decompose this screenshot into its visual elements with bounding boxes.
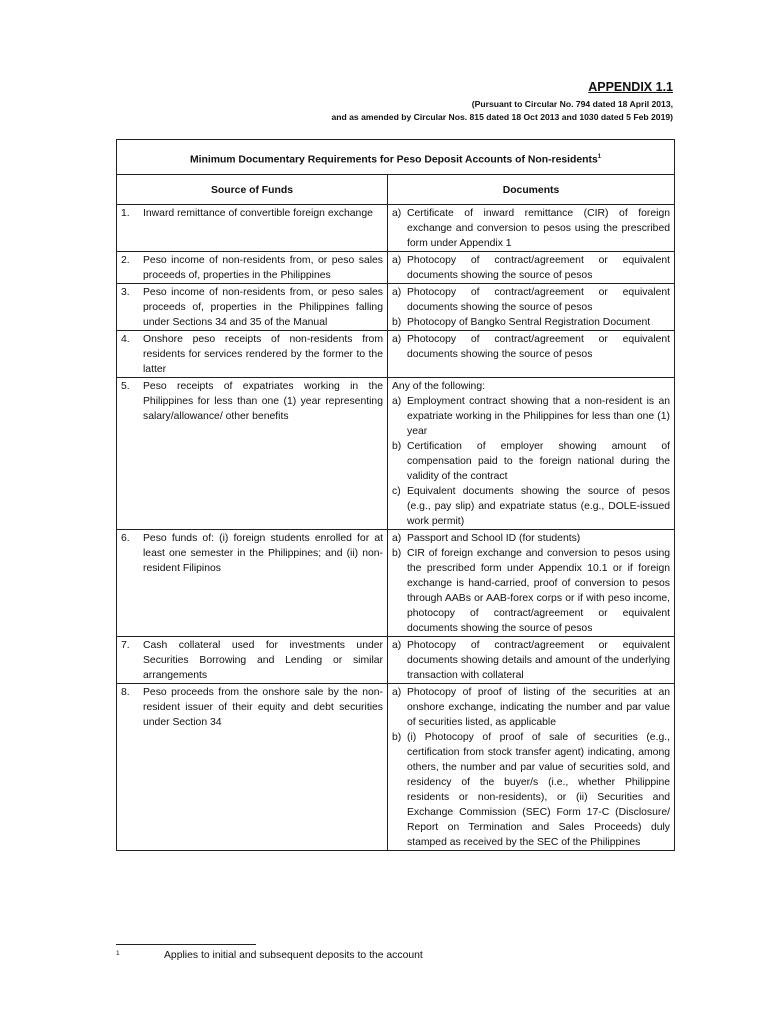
- source-of-funds-text: Peso receipts of expatriates working in the Philippines for less than one (1) year representing salary/allowance/ other benefits: [143, 381, 383, 422]
- documents-cell: [388, 252, 675, 284]
- table-row: [117, 684, 675, 851]
- footnote-mark: 1: [116, 950, 120, 957]
- table-row: [117, 252, 675, 284]
- document-item: [392, 332, 670, 362]
- footnote-reference-mark: 1: [597, 154, 602, 161]
- document-header: [331, 80, 673, 124]
- document-item-text: Photocopy of proof of listing of the securities at an onshore exchange, indicating the number and par value of securities listed, as applicable: [407, 687, 671, 728]
- footnote-divider: [116, 944, 256, 945]
- table-row: [117, 284, 675, 331]
- document-item-label: a): [392, 255, 402, 266]
- documents-cell: [388, 530, 675, 637]
- document-item-text: Equivalent documents showing the source of pesos (e.g., pay slip) and expatriate status (e.g., DOLE-issued work permit): [407, 486, 671, 527]
- table-row: [117, 530, 675, 637]
- source-entry: [121, 531, 383, 576]
- document-item: [392, 253, 670, 283]
- document-item-text: Photocopy of contract/agreement or equivalent documents showing details and amount of the underlying transaction with collateral: [407, 640, 671, 681]
- document-item-label: a): [392, 208, 402, 219]
- document-item: [392, 439, 670, 484]
- source-of-funds-text: Peso proceeds from the onshore sale by the non-resident issuer of their equity and debt securities under Section 34: [143, 687, 383, 728]
- table-caption: [117, 140, 675, 175]
- source-cell: [117, 331, 388, 378]
- documents-cell: [388, 205, 675, 252]
- document-item-label: a): [392, 640, 402, 651]
- source-entry: [121, 253, 383, 283]
- document-item: [392, 394, 670, 439]
- document-item: [392, 638, 670, 683]
- source-cell: [117, 378, 388, 530]
- column-header-documents: Documents: [388, 175, 675, 205]
- document-item-label: a): [392, 687, 402, 698]
- row-number: 3.: [121, 287, 130, 298]
- document-item-text: Passport and School ID (for students): [407, 533, 581, 544]
- document-item-label: b): [392, 548, 402, 559]
- documents-cell: [388, 331, 675, 378]
- row-number: 1.: [121, 208, 130, 219]
- source-entry: [121, 285, 383, 330]
- source-entry: [121, 379, 383, 424]
- source-of-funds-text: Onshore peso receipts of non-residents from residents for services rendered by the former to the latter: [143, 334, 383, 375]
- requirements-table: [116, 139, 675, 851]
- appendix-title: APPENDIX 1.1: [588, 80, 673, 94]
- footnote: [116, 950, 423, 961]
- table-row: [117, 378, 675, 530]
- source-cell: [117, 205, 388, 252]
- documents-cell: [388, 284, 675, 331]
- table-caption-text: Minimum Documentary Requirements for Peso Deposit Accounts of Non-residents: [189, 154, 598, 166]
- source-cell: [117, 684, 388, 851]
- row-number: 4.: [121, 334, 130, 345]
- row-number: 8.: [121, 687, 130, 698]
- source-of-funds-text: Peso income of non-residents from, or peso sales proceeds of, properties in the Philippines falling under Sections 34 and 35 of the Manual: [143, 287, 383, 328]
- table-row: [117, 205, 675, 252]
- document-item-text: (i) Photocopy of proof of sale of securities (e.g., certification from stock transfer agent) indicating, among others, the number and par value of securities sold, and residency of the buyer/s (i.e., whether Philippine residents or non-residents), or (ii) Securities and Exchange Commission (SEC) Form 17-C (Disclosure/ Report on Termination and Sales Proceeds) duly stamped as received by the SEC of the Philippines: [407, 732, 671, 848]
- column-header-source: Source of Funds: [117, 175, 388, 205]
- row-number: 6.: [121, 533, 130, 544]
- document-item-label: b): [392, 732, 402, 743]
- row-number: 7.: [121, 640, 130, 651]
- document-item-label: c): [392, 486, 401, 497]
- row-number: 2.: [121, 255, 130, 266]
- document-item-text: Certification of employer showing amount of compensation paid to the foreign national during the validity of the contract: [407, 441, 671, 482]
- row-number: 5.: [121, 381, 130, 392]
- source-of-funds-text: Cash collateral used for investments under Securities Borrowing and Lending or similar arrangements: [143, 640, 383, 681]
- source-cell: [117, 530, 388, 637]
- document-item: [392, 730, 670, 850]
- documents-cell: [388, 637, 675, 684]
- document-item: [392, 484, 670, 529]
- documents-cell: [388, 378, 675, 530]
- source-entry: [121, 206, 383, 221]
- document-item-text: Photocopy of contract/agreement or equivalent documents showing the source of pesos: [407, 334, 671, 360]
- source-entry: [121, 638, 383, 683]
- document-item-text: Certificate of inward remittance (CIR) of foreign exchange and conversion to pesos using the prescribed form under Appendix 1: [407, 208, 671, 249]
- document-item: [392, 546, 670, 636]
- footnote-text: Applies to initial and subsequent deposits to the account: [164, 950, 423, 961]
- source-cell: [117, 284, 388, 331]
- circular-reference-line-1: (Pursuant to Circular No. 794 dated 18 April 2013,: [471, 99, 673, 109]
- circular-reference-line-2: and as amended by Circular Nos. 815 dated 18 Oct 2013 and 1030 dated 5 Feb 2019): [331, 112, 673, 122]
- document-item: [392, 531, 670, 546]
- source-cell: [117, 252, 388, 284]
- document-item: [392, 206, 670, 251]
- document-item-label: a): [392, 396, 402, 407]
- source-cell: [117, 637, 388, 684]
- document-item-text: Employment contract showing that a non-resident is an expatriate working in the Philippines for less than one (1) year: [407, 396, 671, 437]
- document-item: [392, 315, 670, 330]
- document-item: [392, 685, 670, 730]
- table-row: [117, 331, 675, 378]
- document-item-text: Photocopy of Bangko Sentral Registration Document: [407, 317, 651, 328]
- document-item-label: b): [392, 441, 402, 452]
- document-item-label: a): [392, 533, 402, 544]
- document-item-text: Photocopy of contract/agreement or equivalent documents showing the source of pesos: [407, 255, 671, 281]
- table-body: [117, 205, 675, 851]
- documents-lead-text: Any of the following:: [392, 381, 485, 392]
- source-of-funds-text: Peso income of non-residents from, or peso sales proceeds of, properties in the Philippines: [143, 255, 383, 281]
- document-item-label: a): [392, 334, 402, 345]
- table-row: [117, 637, 675, 684]
- document-item-label: b): [392, 317, 402, 328]
- document-item-label: a): [392, 287, 402, 298]
- source-of-funds-text: Inward remittance of convertible foreign exchange: [143, 208, 373, 219]
- source-entry: [121, 332, 383, 377]
- document-item-text: CIR of foreign exchange and conversion to pesos using the prescribed form under Appendix 10.1 or if foreign exchange is hand-carried, proof of conversion to pesos through AABs or AAB-forex corps or if with peso income, photocopy of contract/agreement or equivalent documents showing the source of pesos: [407, 548, 671, 634]
- source-of-funds-text: Peso funds of: (i) foreign students enrolled for at least one semester in the Philippines; and (ii) non-resident Filipinos: [143, 533, 383, 574]
- document-item: [392, 285, 670, 315]
- source-entry: [121, 685, 383, 730]
- document-item-text: Photocopy of contract/agreement or equivalent documents showing the source of pesos: [407, 287, 671, 313]
- documents-cell: [388, 684, 675, 851]
